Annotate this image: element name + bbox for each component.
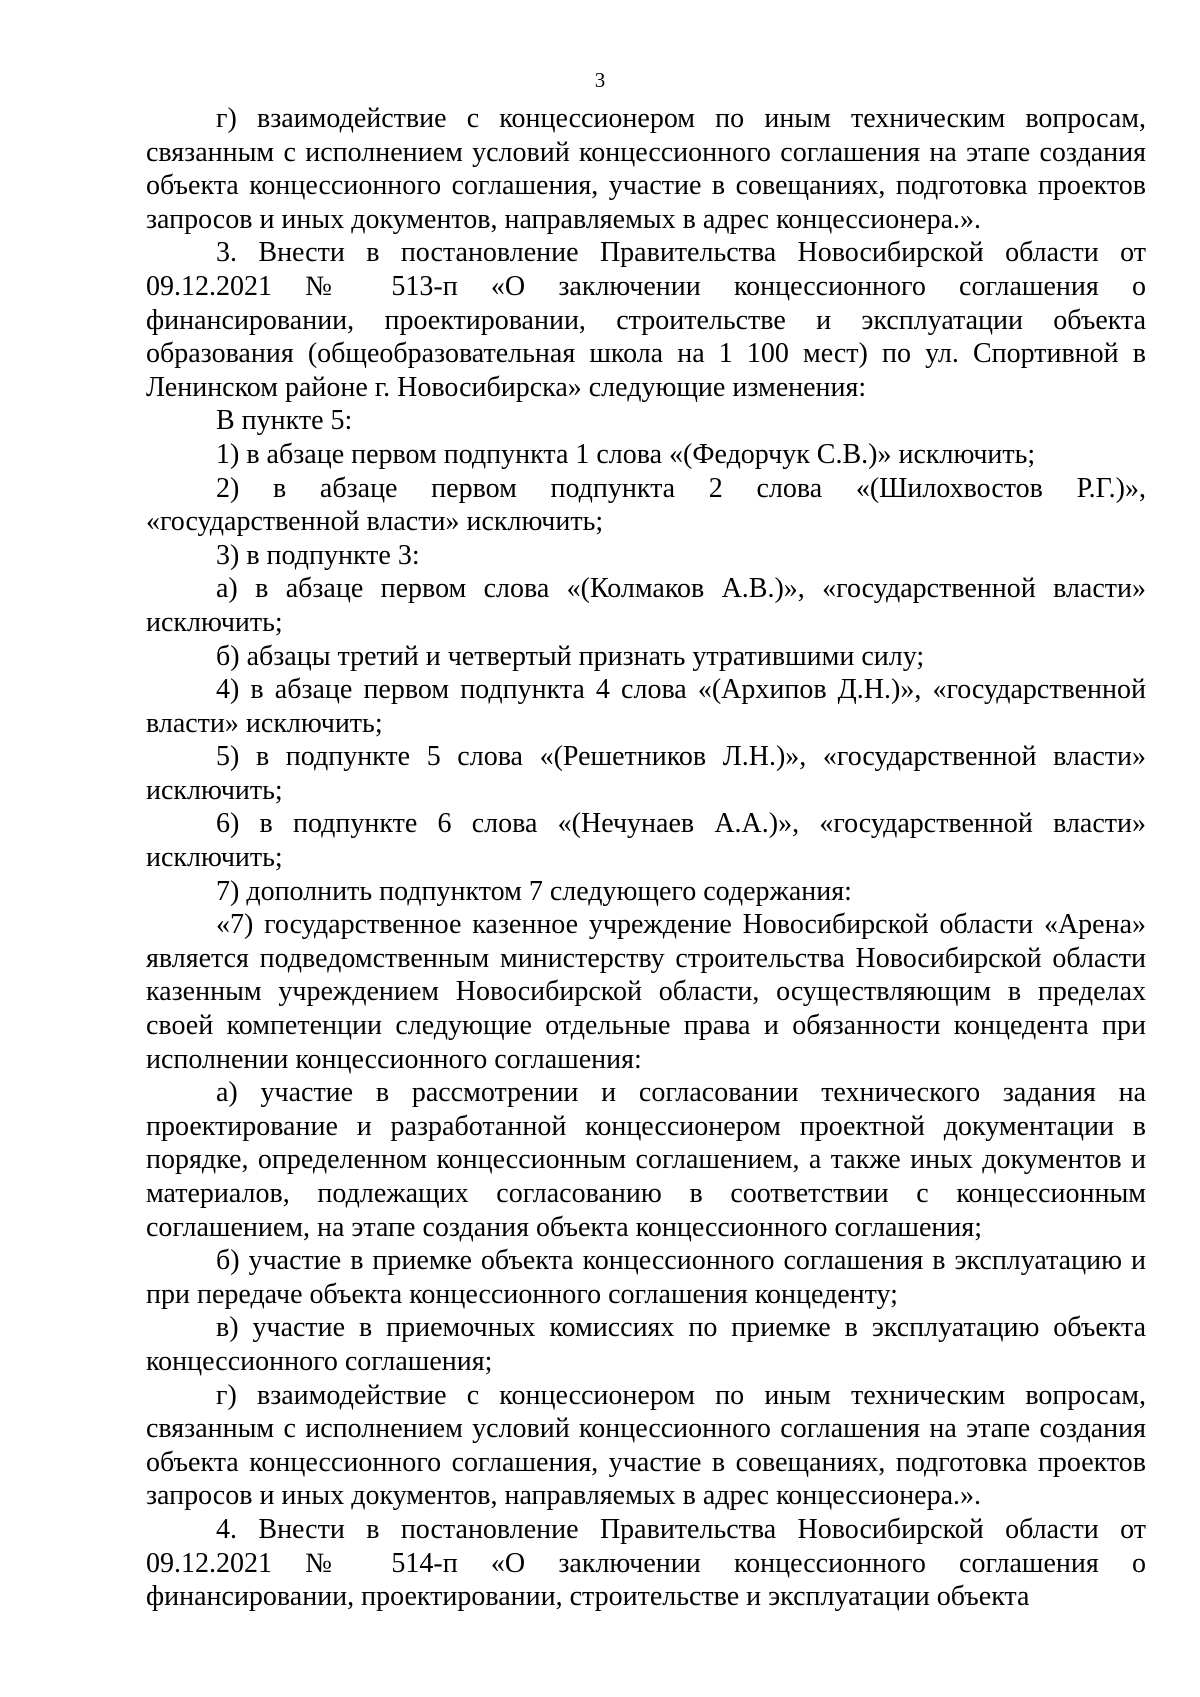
paragraph-subitem-3a: а) в абзаце первом слова «(Колмаков А.В.)», «государственной власти» исключить; <box>146 573 1146 638</box>
paragraph-subitem-2: 2) в абзаце первом подпункта 2 слова «(Шилохвостов Р.Г.)», «государственной власти» исключить; <box>146 472 1146 538</box>
paragraph-subitem-7: 7) дополнить подпунктом 7 следующего содержания: <box>216 875 852 907</box>
paragraph-subitem-7-text: «7) государственное казенное учреждение Новосибирской области «Арена» является подведомственным министерству строительства Новосибирской области казенным учреждением Новосибирской области, осуществляющим в пределах своей компетенции следующие отдельные права и обязанности концедента при исполнении концессионного соглашения: <box>146 909 1146 1075</box>
paragraph-item-g-closing-2: г) взаимодействие с концессионером по иным техническим вопросам, связанным с исполнением условий концессионного соглашения на этапе создания объекта концессионного соглашения, участие в совещаниях, подготовка проектов запросов и иных документов, направляемых в адрес концессионера.». <box>146 1379 1146 1512</box>
paragraph-item-g-closing-1: г) взаимодействие с концессионером по иным техническим вопросам, связанным с исполнением условий концессионного соглашения на этапе создания объекта концессионного соглашения, участие в совещаниях, подготовка проектов запросов и иных документов, направляемых в адрес концессионера.». <box>146 103 1146 235</box>
paragraph-item-a: а) участие в рассмотрении и согласовании технического задания на проектирование и разработанной концессионером проектной документации в порядке, определенном концессионным соглашением, а также иных документов и материалов, подлежащих согласованию в соответствии с концессионным соглашением, на этапе создания объекта концессионного соглашения; <box>146 1077 1146 1243</box>
document-body <box>146 102 1146 1614</box>
paragraph-subitem-6: 6) в подпункте 6 слова «(Нечунаев А.А.)», «государственной власти» исключить; <box>146 808 1146 874</box>
page-number: 3 <box>594 68 606 92</box>
paragraph-subitem-5: 5) в подпункте 5 слова «(Решетников Л.Н.)», «государственной власти» исключить; <box>146 741 1146 806</box>
paragraph-point-5: В пункте 5: <box>216 405 353 437</box>
paragraph-item-v: в) участие в приемочных комиссиях по приемке в эксплуатацию объекта концессионного соглашения; <box>146 1312 1146 1377</box>
paragraph-subitem-4: 4) в абзаце первом подпункта 4 слова «(Архипов Д.Н.)», «государственной власти» исключить; <box>146 674 1146 739</box>
paragraph-amendment-514: 4. Внести в постановление Правительства Новосибирской области от 09.12.2021 № 514-п «О заключении концессионного соглашения о финансировании, проектировании, строительстве и эксплуатации объекта <box>146 1513 1146 1613</box>
paragraph-subitem-3: 3) в подпункте 3: <box>216 539 420 571</box>
paragraph-amendment-513: 3. Внести в постановление Правительства Новосибирской области от 09.12.2021 № 513-п «О заключении концессионного соглашения о финансировании, проектировании, строительстве и эксплуатации объекта образования (общеобразовательная школа на 1 100 мест) по ул. Спортивной в Ленинском районе г. Новосибирска» следующие изменения: <box>146 237 1146 403</box>
paragraph-subitem-1: 1) в абзаце первом подпункта 1 слова «(Федорчук С.В.)» исключить; <box>216 438 1036 470</box>
paragraph-subitem-3b: б) абзацы третий и четвертый признать утратившими силу; <box>216 640 925 672</box>
paragraph-item-b: б) участие в приемке объекта концессионного соглашения в эксплуатацию и при передаче объекта концессионного соглашения концеденту; <box>146 1245 1146 1310</box>
